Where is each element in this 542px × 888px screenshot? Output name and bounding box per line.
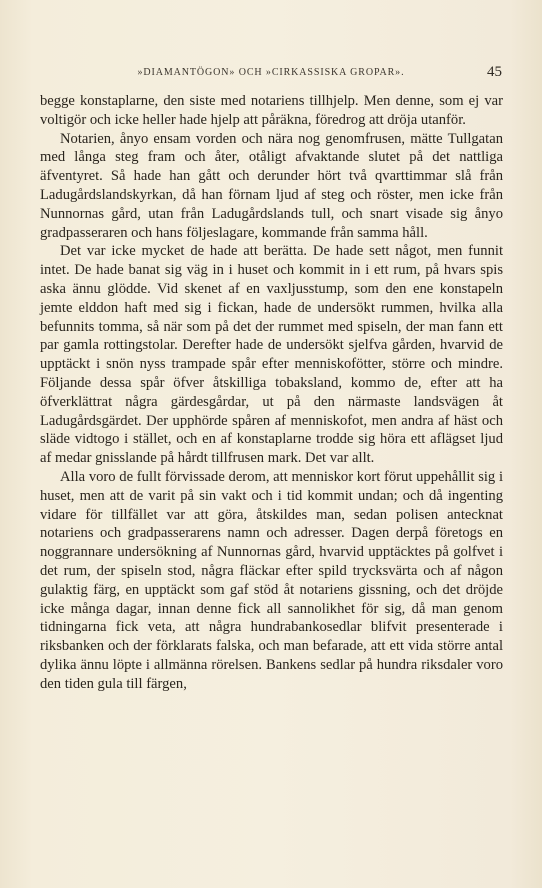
running-title: »DIAMANTÖGON» OCH »CIRKASSISKA GROPAR». <box>137 67 405 78</box>
body-text <box>40 92 503 694</box>
running-head <box>40 64 502 84</box>
paragraph: begge konstaplarne, den siste med notariens tillhjelp. Men denne, som ej var voltigör och icke heller hade hjelp att påräkna, föredrog att dröja utanför. <box>40 93 503 128</box>
paragraph: Det var icke mycket de hade att berätta. De hade sett något, men funnit intet. De hade banat sig väg in i huset och kommit in i ett rum, på hvars spis aska ännu glödde. Vid skenet af en vaxljusstump, som den ene konstapeln jemte elddon haft med sig i fickan, hade de undersökt rummen, hvilka alla befunnits tomma, så när som på det der rummet med spiseln, der man fann ett par gamla rottingstolar. Derefter hade de undersökt sjelfva gården, hvarvid de upptäckt i snön nyss trampade spår efter menniskofötter, större och mindre. Följande dessa spår öfver åtskilliga tobaksland, kommo de, efter att ha öfverklättrat några gärdesgårdar, ut på den närmaste landsvägen åt Ladugårdsgärdet. Der upphörde spåren af menniskofot, men andra af häst och släde vidtogo i stället, och en af konstaplarne trodde sig höra ett aflägset ljud af medar gnisslande på hårdt tillfrusen mark. Det var allt. <box>40 243 503 467</box>
paragraph: Alla voro de fullt förvissade derom, att menniskor kort förut uppehållit sig i huset, men att de varit på sin vakt och i tid kommit undan; och då ingenting vidare för tillfället var att göra, åtskildes man, sedan polisen antecknat notariens och gradpasserarens namn och adresser. Dagen derpå företogs en noggrannare undersökning af Nunnornas gård, hvarvid upptäcktes på golfvet i det rum, der spiseln stod, några fläckar efter spild trycksvärta och af någon gulaktig färg, en upptäckt som gaf stöd åt notariens gissning, och det dröjde icke många dagar, innan denne fick all sannolikhet för sig, då man genom tidningarna fick veta, att några hundrabankosedlar blifvit presenterade i riksbanken och der förklarats falska, och man befarade, att ett vida större antal dylika ännu löpte i allmänna rörelsen. Bankens sedlar på hundra riksdaler voro den tiden gula till färgen, <box>40 468 503 692</box>
page-number: 45 <box>487 64 502 80</box>
paragraph: Notarien, ånyo ensam vorden och nära nog genomfrusen, mätte Tullgatan med långa steg fram och åter, otåligt afvaktande slutet på det nattliga äfventyret. Så hade han gått och derunder hört två qvarttimmar slå från Ladugårdslandskyrkan, då han förnam ljud af steg och röster, men icke från Nunnornas gård, utan från Ladugårdslands tull, och snart visade sig ånyo gradpasseraren och hans följeslagare, kommande från samma håll. <box>40 130 503 241</box>
